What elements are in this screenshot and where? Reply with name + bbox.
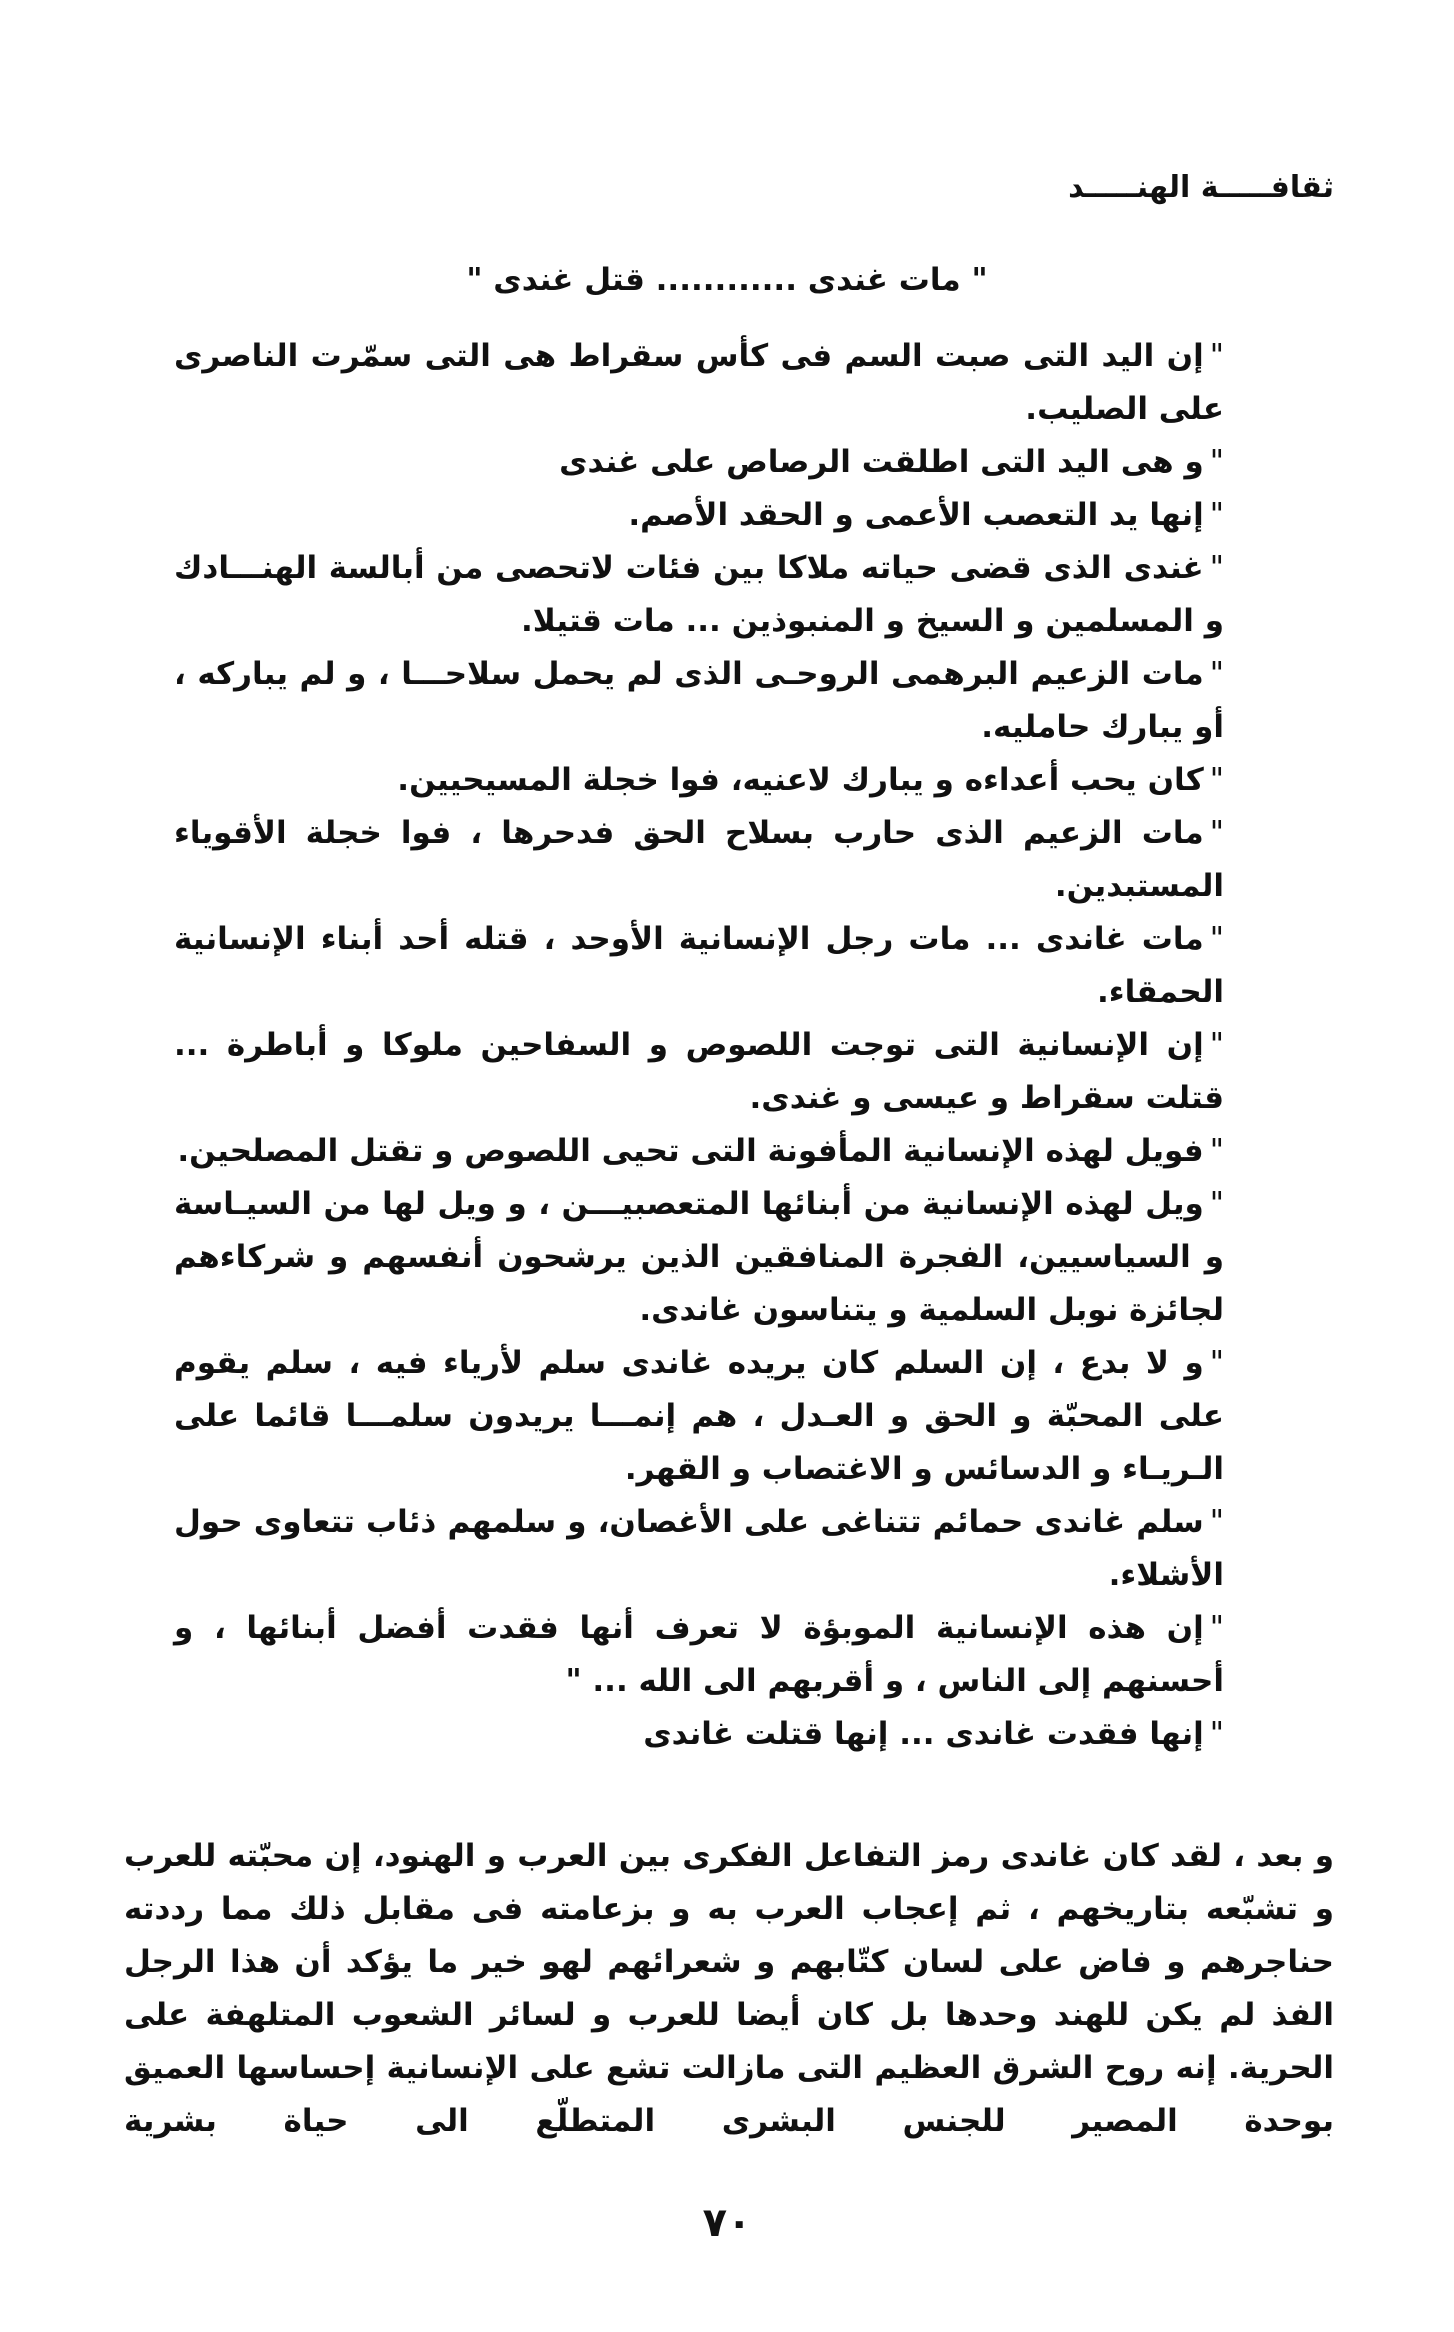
stanza-text: كان يحب أعداءه و يبارك لاعنيه، فوا خجلة المسيحيين. [397, 762, 1204, 798]
running-header: ثقافـــــة الهنـــــد [1068, 170, 1334, 205]
poem-stanza [174, 1125, 1224, 1178]
poem-stanza [174, 542, 1224, 648]
body-paragraph: و بعد ، لقد كان غاندى رمز التفاعل الفكرى بين العرب و الهنود، إن محبّته للعرب و تشبّعه بتاريخهم ، ثم إعجاب العرب به و بزعامته فى مقابل ذلك مما رددته حناجرهم و فاض على لسان كتّابهم و شعرائهم لهو خير ما يؤكد أن هذا الرجل الفذ لم يكن للهند وحدها بل كان أيضا للعرب و لسائر الشعوب المتلهفة على الحرية. إنه روح الشرق العظيم التى مازالت تشع على الإنسانية إحساسها العميق بوحدة المصير للجنس البشرى المتطلّع الى حياة بشرية [124, 1838, 1334, 2139]
stanza-text: إنها فقدت غاندى ... إنها قتلت غاندى [643, 1716, 1204, 1752]
quote-mark: " [1209, 1716, 1224, 1752]
poem-stanza [174, 807, 1224, 913]
stanza-text: مات الزعيم البرهمى الروحـى الذى لم يحمل سلاحـــا ، و لم يباركه ، أو يبارك حامليه. [174, 656, 1224, 745]
stanza-text: مات الزعيم الذى حارب بسلاح الحق فدحرها ، فوا خجلة الأقوياء المستبدين. [174, 815, 1224, 904]
poem-stanza [174, 1019, 1224, 1125]
quote-mark: " [1209, 497, 1224, 533]
stanza-text: فويل لهذه الإنسانية المأفونة التى تحيى اللصوص و تقتل المصلحين. [177, 1133, 1204, 1169]
page-number: ٧٠ [702, 2200, 752, 2246]
poem-stanza [174, 754, 1224, 807]
stanza-text: مات غاندى ... مات رجل الإنسانية الأوحد ، قتله أحد أبناء الإنسانية الحمقاء. [174, 921, 1224, 1010]
quote-mark: " [1209, 762, 1224, 798]
quote-mark: " [1209, 338, 1224, 374]
poem-stanza [174, 1602, 1224, 1708]
poem-title: " مات غندى ............ قتل غندى " [466, 262, 988, 298]
poem-stanza [174, 1337, 1224, 1496]
quote-mark: " [1209, 1345, 1224, 1381]
poem-stanza [174, 648, 1224, 754]
quote-mark: " [1209, 1504, 1224, 1540]
poem-stanzas [174, 330, 1224, 1761]
quote-mark: " [1209, 815, 1224, 851]
quote-mark: " [1209, 656, 1224, 692]
poem-stanza [174, 913, 1224, 1019]
stanza-text: سلم غاندى حمائم تتناغى على الأغصان، و سلمهم ذئاب تتعاوى حول الأشلاء. [174, 1504, 1224, 1593]
stanza-text: و لا بدع ، إن السلم كان يريده غاندى سلم لأرياء فيه ، سلم يقوم على المحبّة و الحق و العـدل ، هم إنمـــا يريدون سلمـــا قائما على الـريـاء و الدسائس و الاغتصاب و القهر. [174, 1345, 1224, 1487]
quote-mark: " [1209, 921, 1224, 957]
stanza-text: و هى اليد التى اطلقت الرصاص على غندى [559, 444, 1204, 480]
quote-mark: " [1209, 550, 1224, 586]
stanza-text: ويل لهذه الإنسانية من أبنائها المتعصبيـــن ، و ويل لها من السيـاسة و السياسيين، الفجرة المنافقين الذين يرشحون أنفسهم و شركاءهم لجائزة نوبل السلمية و يتناسون غاندى. [174, 1186, 1224, 1328]
quote-mark: " [1209, 1186, 1224, 1222]
stanza-text: إن هذه الإنسانية الموبؤة لا تعرف أنها فقدت أفضل أبنائها ، و أحسنهم إلى الناس ، و أقربهم الى الله ... " [174, 1610, 1224, 1699]
poem-stanza [174, 330, 1224, 436]
poem-stanza [174, 436, 1224, 489]
stanza-text: إن اليد التى صبت السم فى كأس سقراط هى التى سمّرت الناصرى على الصليب. [174, 338, 1224, 427]
quote-mark: " [1209, 1027, 1224, 1063]
quote-mark: " [1209, 444, 1224, 480]
stanza-text: إن الإنسانية التى توجت اللصوص و السفاحين ملوكا و أباطرة ... قتلت سقراط و عيسى و غندى. [174, 1027, 1224, 1116]
poem-stanza [174, 1496, 1224, 1602]
quote-mark: " [1209, 1133, 1224, 1169]
poem-stanza [174, 1708, 1224, 1761]
stanza-text: غندى الذى قضى حياته ملاكا بين فئات لاتحصى من أبالسة الهنـــادك و المسلمين و السيخ و المنبوذين ... مات قتيلا. [174, 550, 1224, 639]
quote-mark: " [1209, 1610, 1224, 1646]
poem-stanza [174, 489, 1224, 542]
stanza-text: إنها يد التعصب الأعمى و الحقد الأصم. [628, 497, 1204, 533]
poem-stanza [174, 1178, 1224, 1337]
